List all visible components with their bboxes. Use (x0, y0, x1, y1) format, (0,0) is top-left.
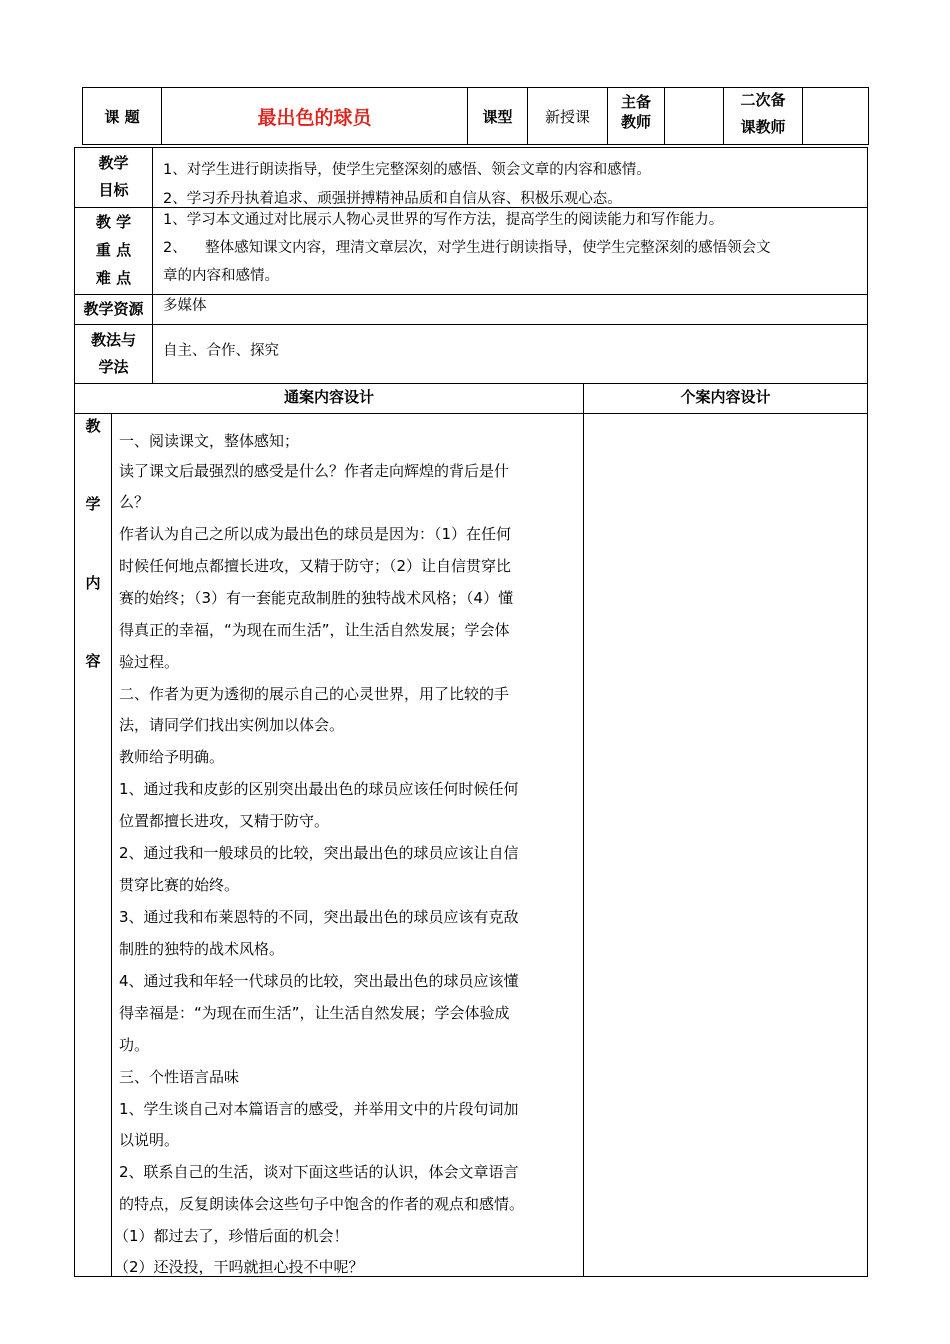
type-value: 新授课 (544, 108, 590, 126)
content-line: 贯穿比赛的始终。 (119, 876, 240, 894)
main-teacher-label (608, 92, 664, 132)
content-side-label-4: 容 (85, 652, 101, 670)
content-line: 1、学生谈自己对本篇语言的感受，并举用文中的片段句词加 (119, 1100, 519, 1118)
content-line: 读了课文后最强烈的感受是什么？作者走向辉煌的背后是什 (119, 462, 510, 480)
content-line: 作者认为自己之所以成为最出色的球员是因为：（1）在任何 (119, 525, 512, 543)
individual-design-header: 个案内容设计 (680, 388, 771, 406)
goals-label (75, 150, 152, 204)
common-design-header: 通案内容设计 (283, 388, 374, 406)
content-line: 3、通过我和布莱恩特的不同，突出最出色的球员应该有克敌 (119, 908, 519, 926)
content-line: 时候任何地点都擅长进攻，又精于防守；（2）让自信贯穿比 (119, 557, 512, 575)
main-teacher-label-line1: 主备 (620, 93, 651, 111)
content-side-label-3: 内 (85, 574, 101, 592)
second-teacher-label-line2: 课教师 (740, 118, 786, 136)
methods-label-line1: 教法与 (90, 331, 136, 349)
content-line: 功。 (119, 1036, 150, 1054)
main-teacher-value (665, 88, 723, 144)
key-points-label-line2: 重 点 (95, 241, 132, 259)
content-line: 以说明。 (119, 1131, 180, 1149)
resources-value: 多媒体 (163, 298, 207, 314)
content-line: 4、通过我和年轻一代球员的比较，突出最出色的球员应该懂 (119, 972, 519, 990)
second-teacher-value (803, 88, 868, 144)
goal-line-2: 2、学习乔丹执着追求、顽强拼搏精神品质和自信从容、积极乐观心态。 (163, 191, 622, 207)
goals-label-line2: 目标 (98, 181, 129, 199)
methods-label-line2: 学法 (98, 358, 129, 376)
content-line: 2、联系自己的生活，谈对下面这些话的认识，体会文章语言 (119, 1163, 519, 1181)
methods-value: 自主、合作、探究 (163, 343, 279, 359)
content-side-label-2: 学 (85, 495, 101, 513)
methods-label (75, 327, 152, 381)
content-line: 验过程。 (119, 653, 180, 671)
content-line: 赛的始终；（3）有一套能克敌制胜的独特战术风格；（4）懂 (119, 589, 514, 607)
content-line: 一、阅读课文，整体感知； (119, 432, 300, 450)
content-line: 得幸福是：“为现在而生活”，让生活自然发展；学会体验成 (119, 1004, 510, 1022)
content-line: 教师给予明确。 (119, 748, 225, 766)
individual-design-area (584, 414, 867, 1276)
content-line: （1）都过去了，珍惜后面的机会！ (114, 1227, 349, 1245)
key-points-label-line1: 教 学 (95, 213, 132, 231)
type-label: 课型 (482, 108, 513, 126)
second-teacher-label-line1: 二次备 (740, 91, 786, 109)
lesson-title: 最出色的球员 (257, 107, 372, 129)
content-line: 三、个性语言品味 (119, 1068, 240, 1086)
content-line: 么？ (119, 493, 150, 511)
key-point-line-1: 1、学习本文通过对比展示人物心灵世界的写作方法，提高学生的阅读能力和写作能力。 (163, 212, 724, 228)
content-line: 得真正的幸福，“为现在而生活”，让生活自然发展；学会体 (119, 621, 510, 639)
content-line: 的特点，反复朗读体会这些句子中饱含的作者的观点和感情。 (119, 1195, 525, 1213)
second-teacher-label (724, 87, 802, 141)
content-line: 法，请同学们找出实例加以体会。 (119, 716, 345, 734)
key-point-line-3: 章的内容和感情。 (163, 268, 279, 284)
content-side-label-1: 教 (85, 417, 101, 435)
main-teacher-label-line2: 教师 (620, 113, 651, 131)
content-line: 1、通过我和皮彭的区别突出最出色的球员应该任何时候任何 (119, 780, 519, 798)
key-points-label (75, 208, 152, 292)
goal-line-1: 1、对学生进行朗读指导，使学生完整深刻的感悟、领会文章的内容和感情。 (163, 162, 651, 178)
key-point-line-2: 2、 整体感知课文内容，理清文章层次，对学生进行朗读指导，使学生完整深刻的感悟领会文 (163, 240, 771, 256)
content-line: （2）还没投，干吗就担心投不中呢？ (114, 1258, 364, 1276)
topic-label: 课 题 (104, 108, 140, 126)
key-points-label-line3: 难 点 (95, 269, 132, 287)
goals-label-line1: 教学 (98, 154, 129, 172)
resources-label: 教学资源 (83, 300, 144, 318)
content-line: 二、作者为更为透彻的展示自己的心灵世界，用了比较的手 (119, 685, 510, 703)
content-line: 制胜的独特的战术风格。 (119, 940, 285, 958)
content-line: 2、通过我和一般球员的比较，突出最出色的球员应该让自信 (119, 844, 519, 862)
content-line: 位置都擅长进攻，又精于防守。 (119, 812, 330, 830)
